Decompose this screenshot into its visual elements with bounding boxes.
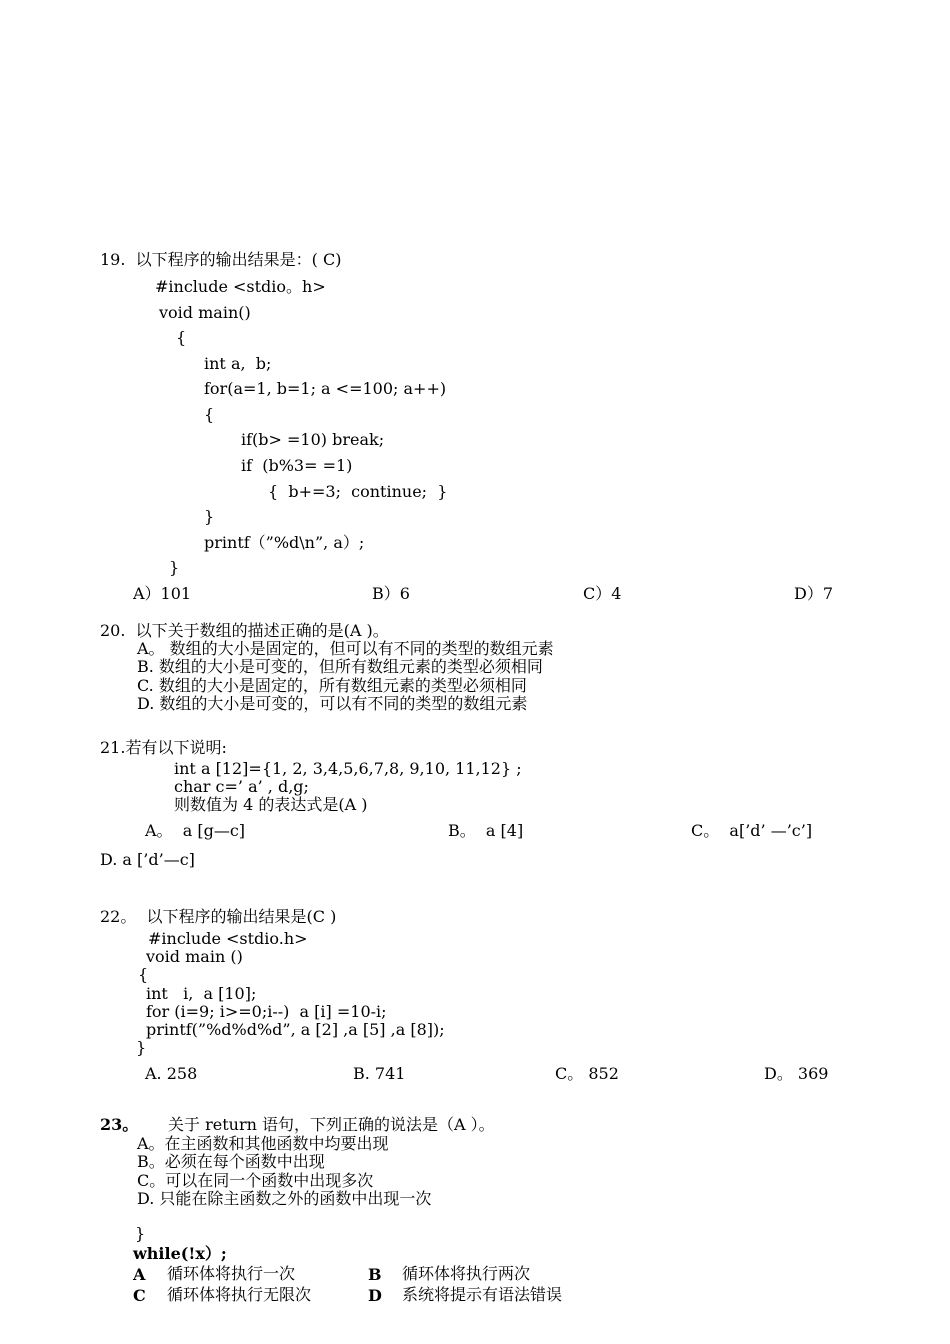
q19-code-line: } — [204, 507, 215, 526]
choice-d-letter: D — [368, 1286, 382, 1305]
q19-code-line: if(b> =10) break; — [241, 430, 385, 449]
q19-code-line: { b+=3; continue; } — [268, 482, 448, 501]
q21-option-d: D. a [’d’—c] — [100, 850, 195, 869]
q22-code-line: { — [138, 965, 149, 984]
while-statement: while(!x）; — [133, 1244, 227, 1263]
q21-code-line: 则数值为 4 的表达式是(A ) — [174, 795, 368, 814]
q22-code-line: printf(”%d%d%d”, a [2] ,a [5] ,a [8]); — [146, 1020, 445, 1039]
q23-option-b: B。必须在每个函数中出现 — [137, 1152, 325, 1171]
choice-c-text: 循环体将执行无限次 — [167, 1285, 312, 1304]
q19-code-line: int a, b; — [204, 354, 272, 373]
q19-code-line: { — [204, 405, 215, 424]
q19-code-line: #include <stdio。h> — [155, 277, 326, 296]
q19-code-line: void main() — [159, 303, 251, 322]
q22-code-line: for (i=9; i>=0;i--) a [i] =10-i; — [146, 1002, 387, 1021]
q19-title: 19. 以下程序的输出结果是：( C) — [100, 250, 342, 269]
q22-code-line: #include <stdio.h> — [148, 929, 308, 948]
q21-option-a: A。 a [g—c] — [145, 821, 246, 840]
q23-option-a: A。在主函数和其他函数中均要出现 — [137, 1134, 389, 1153]
q19-code-line: printf（”%d\n”, a）; — [204, 533, 365, 552]
q22-code-line: int i, a [10]; — [146, 984, 257, 1003]
q21-option-b: B。 a [4] — [448, 821, 524, 840]
q20-option-d: D. 数组的大小是可变的，可以有不同的类型的数组元素 — [137, 694, 528, 713]
q19-option-b: B）6 — [372, 584, 410, 603]
q22-code-line: void main () — [146, 947, 243, 966]
q20-option-b: B. 数组的大小是可变的，但所有数组元素的类型必须相同 — [137, 657, 543, 676]
q20-option-c: C. 数组的大小是固定的，所有数组元素的类型必须相同 — [137, 676, 527, 695]
q21-option-c: C。 a[’d’ —’c’] — [691, 821, 813, 840]
q21-title: 21.若有以下说明: — [100, 738, 227, 757]
q20-option-a: A。 数组的大小是固定的，但可以有不同的类型的数组元素 — [137, 639, 554, 658]
q23-title: 关于 return 语句，下列正确的说法是（A ）。 — [168, 1115, 495, 1134]
q19-code-line: for(a=1, b=1; a <=100; a++) — [204, 379, 447, 398]
q22-option-c: C。 852 — [555, 1064, 619, 1083]
closing-brace: } — [135, 1224, 146, 1243]
q19-option-c: C）4 — [583, 584, 622, 603]
q20-title: 20. 以下关于数组的描述正确的是(A )。 — [100, 621, 389, 640]
q19-option-a: A）101 — [133, 584, 192, 603]
q21-code-line: char c=’ a’ , d,g; — [174, 777, 309, 796]
q19-code-line: { — [176, 328, 187, 347]
q19-code-line: if (b%3= =1) — [241, 456, 353, 475]
q22-title: 22。 以下程序的输出结果是(C ) — [100, 907, 337, 926]
q22-option-d: D。 369 — [764, 1064, 829, 1083]
q23-option-d: D. 只能在除主函数之外的函数中出现一次 — [137, 1189, 432, 1208]
choice-a-text: 循环体将执行一次 — [167, 1264, 296, 1283]
choice-d-text: 系统将提示有语法错误 — [402, 1285, 563, 1304]
choice-b-text: 循环体将执行两次 — [402, 1264, 531, 1283]
choice-b-letter: B — [368, 1265, 382, 1284]
q23-number: 23。 — [100, 1115, 139, 1134]
q22-code-line: } — [136, 1038, 147, 1057]
q23-option-c: C。可以在同一个函数中出现多次 — [137, 1171, 374, 1190]
q19-option-d: D）7 — [794, 584, 834, 603]
q19-code-line: } — [169, 558, 180, 577]
q21-code-line: int a [12]={1, 2, 3,4,5,6,7,8, 9,10, 11,12} ; — [174, 759, 522, 778]
choice-a-letter: A — [133, 1265, 146, 1284]
q22-option-a: A. 258 — [145, 1064, 198, 1083]
q22-option-b: B. 741 — [353, 1064, 406, 1083]
choice-c-letter: C — [133, 1286, 146, 1305]
